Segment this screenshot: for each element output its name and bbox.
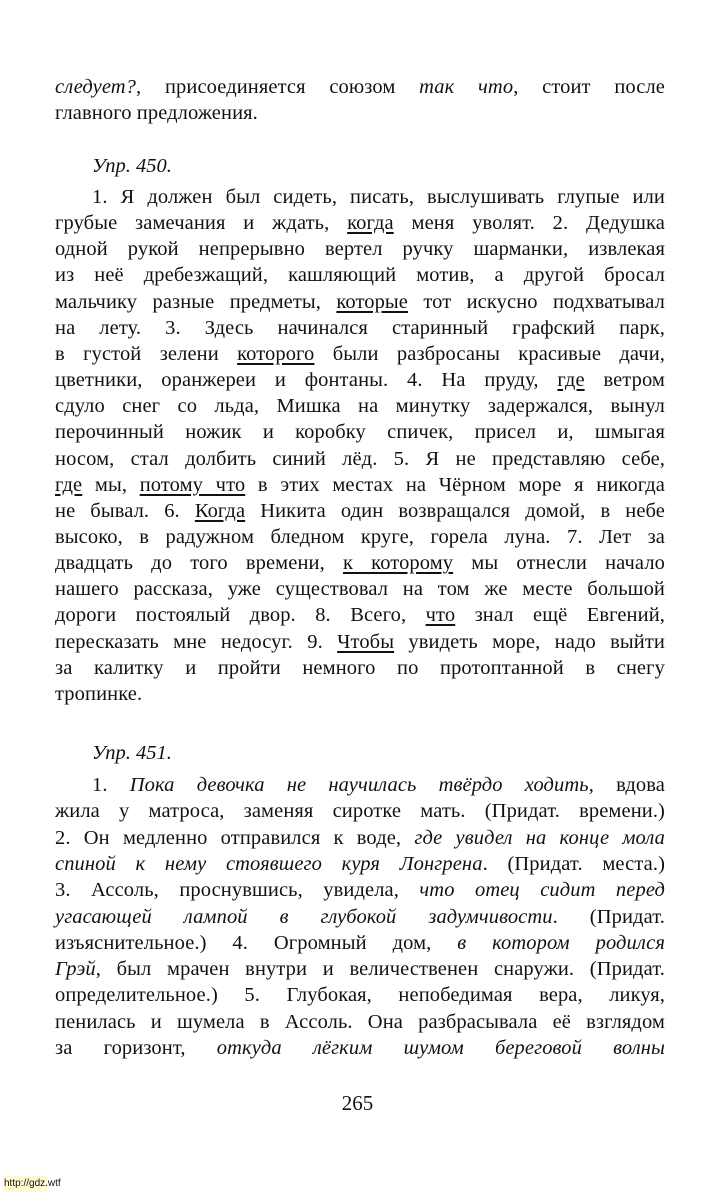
text-segment: увидеть море, надо выйти xyxy=(394,630,665,653)
text-segment: за калитку и пройти немного по протоптанной в снегу xyxy=(55,656,665,679)
text-segment: из неё дребезжащий, кашляющий мотив, а другой бросал xyxy=(55,264,665,287)
text-segment: главного предложения. xyxy=(55,102,258,125)
italic-phrase: в котором родился xyxy=(457,931,665,954)
text-segment: перочинный ножик и коробку спичек, присел и, шмыгая xyxy=(55,421,665,444)
text-line xyxy=(55,904,665,930)
italic-phrase: откуда лёгким шумом береговой волны xyxy=(216,1037,666,1059)
text-segment: нашего рассказа, уже существовал на том же месте большой xyxy=(55,578,665,601)
underlined-word: что xyxy=(425,604,456,627)
text-line xyxy=(55,210,665,236)
text-segment: знал ещё Евгений, xyxy=(455,604,665,627)
underlined-word: потому что xyxy=(139,473,246,496)
exercise-451-heading: Упр. 451. xyxy=(92,742,172,764)
text-line xyxy=(55,550,665,576)
underlined-word: Чтобы xyxy=(337,630,395,653)
text-line xyxy=(55,367,665,393)
text-line xyxy=(55,655,665,681)
text-line xyxy=(55,315,665,341)
text-segment: в густой зелени xyxy=(55,342,238,365)
text-segment: тропинке. xyxy=(55,682,143,705)
text-segment: сдуло снег со льда, Мишка на минутку задержался, вынул xyxy=(55,395,665,418)
text-line xyxy=(55,341,665,367)
text-line xyxy=(92,772,665,798)
text-segment: мальчику разные предметы, xyxy=(55,290,337,313)
text-segment: жила у матроса, заменяя сиротке мать. (Придат. времени.) xyxy=(55,800,665,823)
text-segment: определительное.) 5. Глубокая, непобедимая вера, ликуя, xyxy=(55,984,665,1007)
text-segment: за горизонт, xyxy=(55,1037,217,1059)
text-line xyxy=(55,982,665,1008)
text-segment: пенилась и шумела в Ассоль. Она разбрасывала её взглядом xyxy=(55,1010,665,1033)
text-line xyxy=(55,681,665,707)
text-line xyxy=(55,1035,665,1061)
text-segment: на лету. 3. Здесь начинался старинный графский парк, xyxy=(55,316,665,339)
text-segment: двадцать до того времени, xyxy=(55,552,343,575)
text-segment: грубые замечания и ждать, xyxy=(55,212,348,235)
italic-phrase: угасающей лампой в глубокой задумчивости xyxy=(55,905,553,928)
underlined-word: Когда xyxy=(194,499,246,522)
text-segment: , был мрачен внутри и величественен снаружи. (Придат. xyxy=(95,958,665,981)
underlined-word: которого xyxy=(237,342,315,365)
text-segment: были разбросаны красивые дачи, xyxy=(314,342,665,365)
text-segment: не бывал. 6. xyxy=(55,499,195,522)
text-line xyxy=(55,877,665,903)
text-segment: , вдова xyxy=(588,774,665,796)
exercise-450-heading: Упр. 450. xyxy=(92,155,172,177)
text-segment: носом, стал долбить синий лёд. 5. Я не представляю себе, xyxy=(55,447,665,470)
text-segment: цветники, оранжереи и фонтаны. 4. На пруду, xyxy=(55,369,558,392)
text-segment: 3. Ассоль, проснувшись, увидела, xyxy=(55,879,420,902)
text-segment: одной рукой непрерывно вертел ручку шарманки, извлекая xyxy=(55,238,665,261)
text-line xyxy=(55,825,665,851)
text-line xyxy=(55,629,665,655)
text-line xyxy=(55,289,665,315)
text-segment: , стоит после xyxy=(513,76,665,98)
page-number: 265 xyxy=(341,1091,374,1115)
text-segment: тот искусно подхватывал xyxy=(408,290,665,313)
italic-phrase: Грэй xyxy=(55,958,96,981)
text-line xyxy=(55,576,665,602)
underlined-word: к которому xyxy=(342,552,454,575)
text-line xyxy=(55,262,665,288)
text-line xyxy=(55,498,665,524)
text-segment: . (Придат. места.) xyxy=(482,852,665,875)
text-segment: , присоединяется союзом xyxy=(136,76,420,98)
text-segment: 1. Я должен был сидеть, писать, выслушивать глупые или xyxy=(92,186,665,208)
text-line xyxy=(55,930,665,956)
italic-phrase: что отец сидит перед xyxy=(419,879,665,902)
italic-phrase: так что xyxy=(419,76,514,98)
text-line xyxy=(55,393,665,419)
underlined-word: которые xyxy=(336,290,409,313)
italic-phrase: Пока девочка не научилась твёрдо ходить xyxy=(129,774,589,796)
watermark-link[interactable]: http://gdz.wtf xyxy=(4,1176,47,1192)
underlined-word: где xyxy=(55,473,83,496)
text-line xyxy=(55,524,665,550)
text-segment: пересказать мне недосуг. 9. xyxy=(55,630,338,653)
text-segment: ветром xyxy=(584,369,665,392)
text-segment: Никита один возвращался домой, в небе xyxy=(245,499,666,522)
italic-phrase: спиной к нему стоявшего куря Лонгрена xyxy=(55,852,483,875)
underlined-word: где xyxy=(557,369,585,392)
text-line xyxy=(55,100,665,126)
text-line xyxy=(55,236,665,262)
text-segment: мы отнесли начало xyxy=(453,552,665,575)
text-segment: мы, xyxy=(82,473,140,496)
text-segment: 1. xyxy=(92,774,130,796)
text-line xyxy=(55,419,665,445)
text-segment: в этих местах на Чёрном море я никогда xyxy=(245,473,665,496)
text-line xyxy=(55,446,665,472)
text-line xyxy=(55,956,665,982)
text-segment: дороги постоялый двор. 8. Всего, xyxy=(55,604,426,627)
text-segment: меня уволят. 2. Дедушка xyxy=(393,212,665,235)
italic-phrase: где увидел на конце мола xyxy=(414,826,665,849)
text-line xyxy=(55,74,665,100)
underlined-word: когда xyxy=(347,212,394,235)
text-line xyxy=(55,798,665,824)
text-segment: изъяснительное.) 4. Огромный дом, xyxy=(55,931,458,954)
italic-phrase: следует? xyxy=(55,76,137,98)
text-line xyxy=(55,472,665,498)
text-line xyxy=(55,1009,665,1035)
text-segment: . (Придат. xyxy=(552,905,665,928)
text-segment: высоко, в радужном бледном круге, горела луна. 7. Лет за xyxy=(55,525,665,548)
text-segment: 2. Он медленно отправился к воде, xyxy=(55,826,415,849)
text-line xyxy=(92,184,665,210)
text-line xyxy=(55,602,665,628)
text-line xyxy=(55,851,665,877)
